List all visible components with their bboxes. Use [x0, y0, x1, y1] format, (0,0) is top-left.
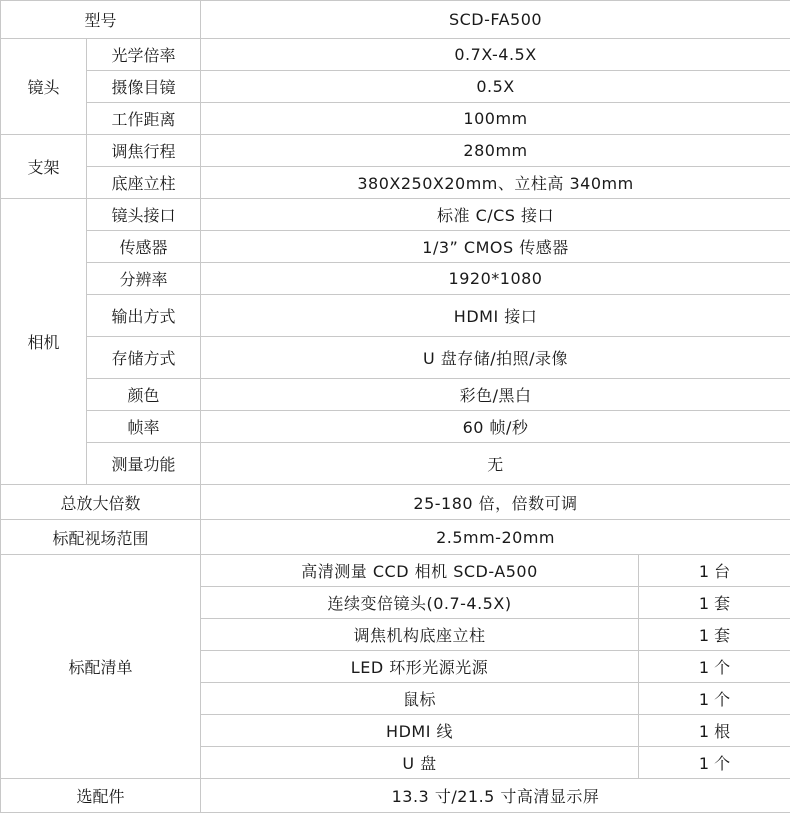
spec-value: U 盘存储/拍照/录像 [201, 337, 790, 379]
list-item-qty: 1 个 [639, 651, 790, 683]
spec-row-camera-resolution [1, 263, 790, 295]
spec-row-camera-framerate [1, 411, 790, 443]
model-value: SCD-FA500 [201, 1, 790, 39]
list-item-qty: 1 台 [639, 555, 790, 587]
lens-group-label: 镜头 [1, 39, 87, 135]
field-of-view-label: 标配视场范围 [1, 520, 201, 555]
spec-row-camera-sensor [1, 231, 790, 263]
spec-row-camera-output [1, 295, 790, 337]
spec-row-camera-storage [1, 337, 790, 379]
list-item-qty: 1 个 [639, 683, 790, 715]
spec-row-lens-eyepiece [1, 71, 790, 103]
list-item-name: U 盘 [201, 747, 639, 779]
spec-row-field-of-view [1, 520, 790, 555]
standard-list-label: 标配清单 [1, 555, 201, 779]
spec-value: 100mm [201, 103, 790, 135]
list-item-name: 调焦机构底座立柱 [201, 619, 639, 651]
spec-label: 摄像目镜 [87, 71, 201, 103]
spec-value: 1/3” CMOS 传感器 [201, 231, 790, 263]
spec-value: 0.7X-4.5X [201, 39, 790, 71]
spec-row-camera-mount [1, 199, 790, 231]
spec-label: 调焦行程 [87, 135, 201, 167]
spec-row-lens-working-distance [1, 103, 790, 135]
spec-label: 分辨率 [87, 263, 201, 295]
spec-value: HDMI 接口 [201, 295, 790, 337]
accessories-label: 选配件 [1, 779, 201, 813]
spec-value: 60 帧/秒 [201, 411, 790, 443]
spec-label: 测量功能 [87, 443, 201, 485]
spec-label: 工作距离 [87, 103, 201, 135]
list-item-name: 鼠标 [201, 683, 639, 715]
list-item-qty: 1 个 [639, 747, 790, 779]
spec-row-lens-magnification [1, 39, 790, 71]
field-of-view-value: 2.5mm-20mm [201, 520, 790, 555]
spec-value: 280mm [201, 135, 790, 167]
list-item-name: 连续变倍镜头(0.7-4.5X) [201, 587, 639, 619]
spec-label: 输出方式 [87, 295, 201, 337]
spec-row-camera-color [1, 379, 790, 411]
spec-label: 颜色 [87, 379, 201, 411]
spec-value: 标准 C/CS 接口 [201, 199, 790, 231]
spec-row-total-magnification [1, 485, 790, 520]
spec-value: 1920*1080 [201, 263, 790, 295]
spec-label: 镜头接口 [87, 199, 201, 231]
spec-label: 传感器 [87, 231, 201, 263]
list-item-name: LED 环形光源光源 [201, 651, 639, 683]
accessories-value: 13.3 寸/21.5 寸高清显示屏 [201, 779, 790, 813]
spec-row-stand-focus [1, 135, 790, 167]
list-item-qty: 1 套 [639, 587, 790, 619]
spec-value: 彩色/黑白 [201, 379, 790, 411]
spec-label: 帧率 [87, 411, 201, 443]
list-item-qty: 1 套 [639, 619, 790, 651]
list-item-qty: 1 根 [639, 715, 790, 747]
stand-group-label: 支架 [1, 135, 87, 199]
spec-label: 存储方式 [87, 337, 201, 379]
spec-label: 底座立柱 [87, 167, 201, 199]
total-magnification-label: 总放大倍数 [1, 485, 201, 520]
list-item-name: HDMI 线 [201, 715, 639, 747]
spec-row-camera-measurement [1, 443, 790, 485]
list-item-name: 高清测量 CCD 相机 SCD-A500 [201, 555, 639, 587]
spec-value: 380X250X20mm、立柱高 340mm [201, 167, 790, 199]
camera-group-label: 相机 [1, 199, 87, 485]
list-item [1, 555, 790, 587]
spec-label: 光学倍率 [87, 39, 201, 71]
spec-value: 0.5X [201, 71, 790, 103]
spec-row-accessories [1, 779, 790, 813]
total-magnification-value: 25-180 倍，倍数可调 [201, 485, 790, 520]
model-label: 型号 [1, 1, 201, 39]
spec-row-stand-base [1, 167, 790, 199]
spec-row-model [1, 1, 790, 39]
spec-value: 无 [201, 443, 790, 485]
